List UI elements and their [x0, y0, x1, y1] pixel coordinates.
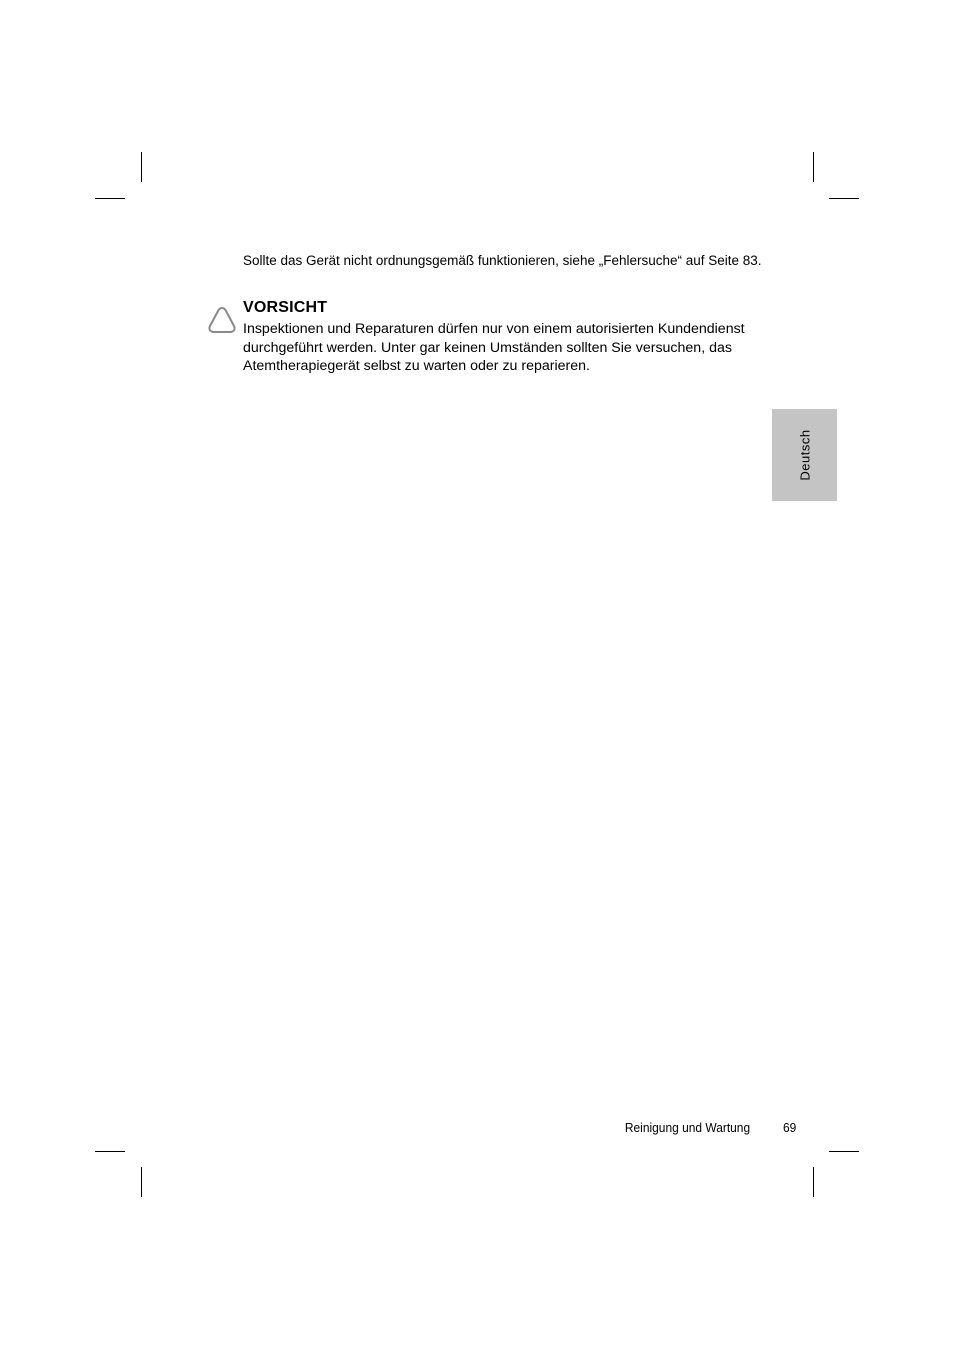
crop-mark-bottom-left-horizontal — [95, 1151, 125, 1152]
language-tab — [772, 409, 837, 501]
caution-title: VORSICHT — [243, 299, 328, 316]
crop-mark-top-right-vertical — [813, 152, 814, 182]
crop-mark-top-left-horizontal — [95, 198, 125, 199]
crop-mark-bottom-right-vertical — [813, 1167, 814, 1197]
crop-mark-top-left-vertical — [141, 152, 142, 182]
language-tab-label: Deutsch — [797, 429, 812, 481]
crop-mark-top-right-horizontal — [829, 198, 859, 199]
footer-page-number: 69 — [783, 1120, 797, 1135]
footer-section-title: Reinigung und Wartung — [624, 1120, 750, 1135]
caution-text: Inspektionen und Reparaturen dürfen nur von einem autorisierten Kundendienst durchgeführt werden. Unter gar keinen Umständen sollten Sie versuchen, das Atemtherapiegerät selbst zu warten oder zu reparieren. — [243, 321, 745, 374]
crop-mark-bottom-left-vertical — [141, 1167, 142, 1197]
crop-mark-bottom-right-horizontal — [829, 1151, 859, 1152]
intro-paragraph: Sollte das Gerät nicht ordnungsgemäß funktionieren, siehe „Fehlersuche“ auf Seite 83. — [243, 253, 762, 268]
caution-triangle-icon — [207, 305, 237, 335]
